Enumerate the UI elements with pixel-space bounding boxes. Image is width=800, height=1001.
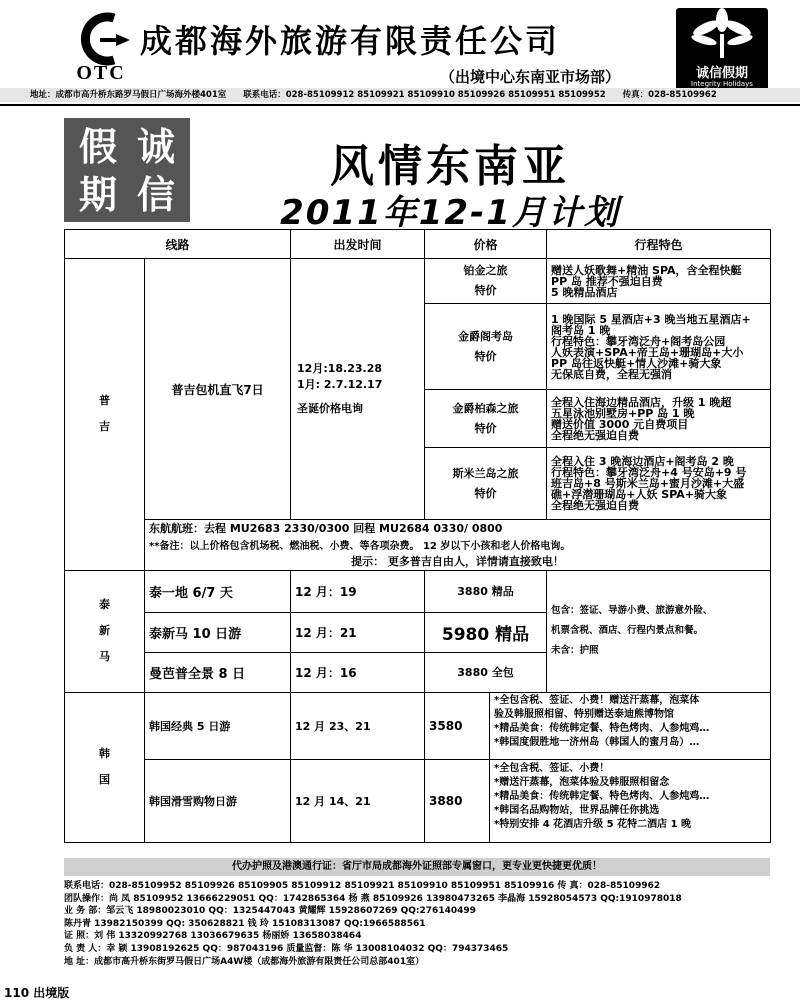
feat-line: *全包含税、签证、小费！ <box>494 762 610 774</box>
date-line: 圣诞价格电询 <box>297 402 364 415</box>
product-price: 特价 <box>474 486 497 500</box>
page-number: 110 出境版 <box>4 986 70 1000</box>
product-cell <box>425 259 547 304</box>
product-cell <box>425 304 547 390</box>
region-korea <box>65 692 145 842</box>
region-char: 吉 <box>99 420 110 434</box>
phone: 联系电话：028-85109912 85109921 85109910 85109926 85109951 85109952 <box>243 90 606 100</box>
phuket-note: **备注：以上价格包含机场税、燃油税、小费、等各项杂费。 12 岁以下小孩和老人价格电询。 <box>145 536 771 552</box>
date-cell: 12 月：21 <box>291 612 425 652</box>
company-name: 成都海外旅游有限责任公司 <box>140 22 561 60</box>
feat-line: 人妖表演+SPA+帝王岛+珊瑚岛+大小 <box>551 345 744 359</box>
main-title: 风情东南亚 <box>330 141 570 192</box>
feat-line: 验及韩服照相留、特别赠送泰迪熊博物馆 <box>494 708 675 720</box>
badge-en: Integrity Holidays <box>691 80 753 88</box>
phuket-tip: 提示： 更多普吉自由人，详情请直接致电！ <box>145 552 771 570</box>
date-line: 1月: 2.7.12.17 <box>297 378 383 391</box>
col-route: 线路 <box>65 230 291 259</box>
feat-line: *特别安排 4 花酒店升级 5 花特二酒店 1 晚 <box>494 818 692 830</box>
feat-line: 包含：签证、导游小费、旅游意外险、 <box>551 605 713 616</box>
address-bar <box>0 88 800 102</box>
contact-footer <box>64 880 770 968</box>
feature-cell <box>547 304 771 390</box>
product-price: 特价 <box>474 421 497 435</box>
header-rule <box>0 104 800 106</box>
region-char: 新 <box>99 624 110 637</box>
price-cell: 3880 精品 <box>425 570 547 612</box>
route-cell: 韩国经典 5 日游 <box>145 692 291 759</box>
stamp-char: 信 <box>136 172 175 217</box>
table-row <box>65 692 771 759</box>
table-row <box>65 259 771 304</box>
date-cell: 12 月：16 <box>291 652 425 692</box>
contact-line: 地 址：成都市高升桥东街罗马假日广场A4W楼（成都海外旅游有限责任公司总部401室） <box>64 956 425 967</box>
feat-line: PP 岛 推荐不强迫自费 <box>551 274 663 288</box>
feat-line: 全程入住 3 晚海边酒店+阁考岛 2 晚 <box>551 455 734 468</box>
sub-title: 2011年12-1月计划 <box>280 193 620 233</box>
feat-line: 未含：护照 <box>551 645 599 656</box>
feat-line: 全程入住海边精品酒店，升级 1 晚超 <box>551 395 732 409</box>
contact-line: 证 照：刘 伟 13320992768 13036679635 杨丽娇 13658038464 <box>64 931 362 942</box>
korea-price-feature <box>425 759 771 842</box>
price-cell: 3880 <box>429 793 463 808</box>
dates-phuket <box>291 259 425 520</box>
region-phuket <box>65 259 145 571</box>
date-cell: 12 月 23、21 <box>291 692 425 759</box>
col-feature: 行程特色 <box>547 230 771 259</box>
feat-line: *赠送汗蒸幕，泡菜体验及韩服照相留念 <box>494 776 670 788</box>
region-char: 马 <box>99 650 110 663</box>
product-price: 特价 <box>474 349 497 363</box>
product-cell <box>425 448 547 520</box>
region-char: 国 <box>99 773 110 786</box>
stamp-char: 假 <box>78 124 117 169</box>
contact-line: 陈丹青 13982150399 QQ: 350628821 钱 玲 15108313087 QQ:1966588561 <box>64 918 426 929</box>
stamp-block <box>64 118 190 222</box>
contact-line: 团队操作：尚 凤 85109952 13666229051 QQ：1742865364 杨 燕 85109926 13980473265 李晶海 15928054573 QQ:1910978018 <box>64 893 682 904</box>
region-char: 泰 <box>99 598 110 611</box>
col-price: 价格 <box>425 230 547 259</box>
feature-cell <box>489 760 770 842</box>
feat-line: 无保底自费，全程无强消 <box>551 367 673 381</box>
feat-line: 赠送人妖歌舞+精油 SPA，含全程快艇 <box>551 263 742 277</box>
contact-line: 业 务 部：邹云飞 18980023010 QQ：1325447043 黄耀辉 15928607269 QQ:276140499 <box>64 906 476 917</box>
table-row <box>65 759 771 842</box>
product-name: 铂金之旅 <box>463 264 508 277</box>
table-row <box>65 520 771 537</box>
feature-cell <box>547 259 771 304</box>
feature-cell <box>547 390 771 448</box>
department: （出境中心东南亚市场部） <box>440 68 621 86</box>
passport-banner: 代办护照及港澳通行证：省厅市局成都海外证照部专属窗口，更专业更快捷更优质！ <box>64 858 770 876</box>
feat-line: PP 岛往返快艇+情人沙滩+骑大象 <box>551 356 722 370</box>
route-cell: 泰一地 6/7 天 <box>145 570 291 612</box>
feature-cell <box>489 693 770 759</box>
feat-line: 五星泳池别墅房+PP 岛 1 晚 <box>551 406 695 420</box>
feat-line: *韩国度假胜地一济州岛（韩国人的蜜月岛）… <box>494 736 700 748</box>
otc-logo-text: OTC <box>76 62 126 84</box>
table-row <box>65 536 771 552</box>
region-thai <box>65 570 145 692</box>
badge-cn: 诚信假期 <box>695 66 748 81</box>
feat-line: 1 晚国际 5 星酒店+3 晚当地五星酒店+ <box>551 312 751 326</box>
feat-line: 阁考岛 1 晚 <box>551 323 611 337</box>
product-name: 金爵阁考岛 <box>458 329 514 343</box>
feat-line: 行程特色：攀牙湾泛舟+4 号安岛+9 号 <box>551 466 747 479</box>
feat-line: 5 晚精品酒店 <box>551 285 618 299</box>
feat-line: 班吉岛+8 号斯米兰岛+蜜月沙滩+大盛 <box>551 477 745 490</box>
feature-cell <box>547 448 771 520</box>
price-cell: 3880 全包 <box>425 652 547 692</box>
stamp-char: 诚 <box>136 124 175 169</box>
korea-price-feature <box>425 692 771 759</box>
contact-line: 负 责 人：幸 颖 13908192625 QQ：987043196 质量监督：陈 华 13008104032 QQ：794373465 <box>64 943 509 954</box>
date-line: 12月:18.23.28 <box>297 362 383 375</box>
route-cell: 韩国滑雪购物日游 <box>145 759 291 842</box>
route-cell: 曼芭普全景 8 日 <box>145 652 291 692</box>
region-char: 韩 <box>99 747 110 760</box>
contact-line: 联系电话：028-85109952 85109926 85109905 85109912 85109921 85109910 85109951 85109916 传 真：028-85109962 <box>64 881 661 891</box>
feat-line: *精品美食：传统韩定餐、特色烤肉、人参炖鸡… <box>494 722 710 734</box>
feat-line: *全包含税、签证、小费！赠送汗蒸幕，泡菜体 <box>494 694 700 706</box>
price-cell: 5980 精品 <box>425 612 547 652</box>
region-char: 普 <box>99 394 110 408</box>
feat-line: 行程特色：攀牙湾泛舟+阁考岛公园 <box>551 334 726 348</box>
date-cell: 12 月 14、21 <box>291 759 425 842</box>
feat-line: 全程绝无强迫自费 <box>551 499 640 512</box>
fax: 传真：028-85109962 <box>622 90 717 100</box>
table-row <box>65 570 771 612</box>
feat-line: 礁+浮潜珊瑚岛+人妖 SPA+骑大象 <box>551 488 727 501</box>
feat-line: 赠送价值 3000 元自费项目 <box>551 417 689 431</box>
thai-feature <box>547 570 771 692</box>
table-row <box>65 552 771 570</box>
feat-line: 机票含税、酒店、行程内景点和餐。 <box>551 625 704 636</box>
table-header-row <box>65 230 771 259</box>
product-name: 斯米兰岛之旅 <box>452 466 519 480</box>
feat-line: *精品美食：传统韩定餐、特色烤肉、人参炖鸡… <box>494 790 710 802</box>
stamp-char: 期 <box>78 172 117 217</box>
col-date: 出发时间 <box>291 230 425 259</box>
palm-icon <box>676 8 768 62</box>
integrity-holidays-badge <box>676 8 768 92</box>
route-cell: 泰新马 10 日游 <box>145 612 291 652</box>
itinerary-table <box>64 229 771 843</box>
price-cell: 3580 <box>429 718 463 733</box>
route-phuket: 普吉包机直飞7日 <box>145 259 291 520</box>
product-cell <box>425 390 547 448</box>
feat-line: 全程绝无强迫自费 <box>551 428 640 442</box>
product-price: 特价 <box>474 284 497 297</box>
flight-info: 东航航班：去程 MU2683 2330/0300 回程 MU2684 0330/ 0800 <box>145 520 771 537</box>
product-name: 金爵柏森之旅 <box>452 401 519 415</box>
feat-line: *韩国名品购物站，世界品牌任你挑选 <box>494 804 660 816</box>
date-cell: 12 月：19 <box>291 570 425 612</box>
address: 地址：成都市高升桥东路罗马假日广场海外楼401室 <box>30 90 227 100</box>
